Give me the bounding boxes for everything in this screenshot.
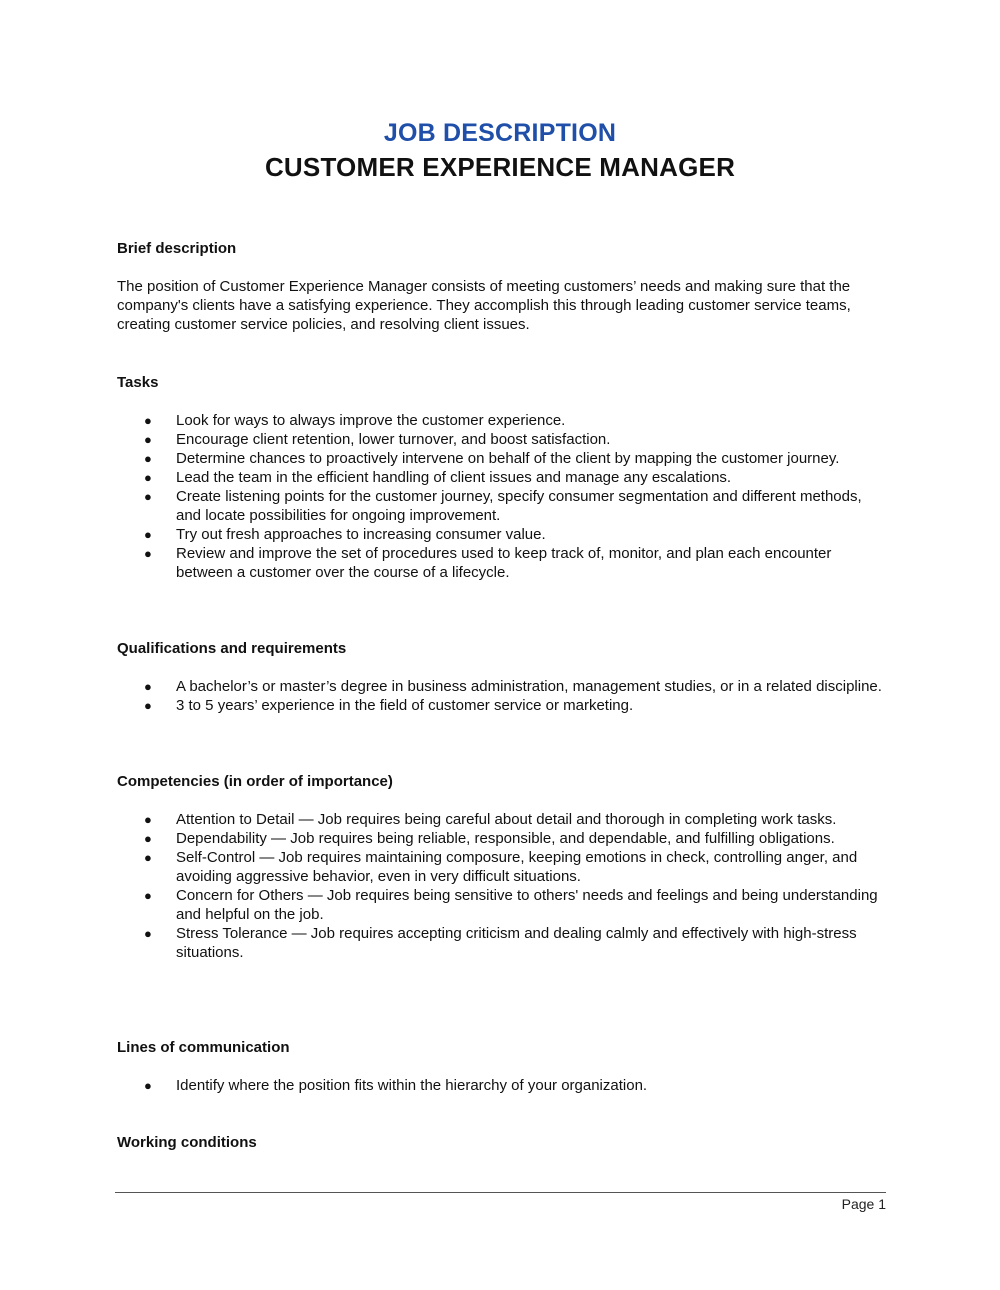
bullet-icon: ● bbox=[144, 888, 152, 903]
section-lines-of-communication bbox=[117, 1038, 887, 1095]
bullet-icon: ● bbox=[144, 432, 152, 447]
section-working-conditions bbox=[117, 1133, 887, 1152]
list-item: ● Encourage client retention, lower turnover, and boost satisfaction. bbox=[144, 431, 611, 448]
communication-list bbox=[117, 1076, 887, 1095]
bullet-icon: ● bbox=[144, 926, 152, 941]
bullet-icon: ● bbox=[144, 812, 152, 827]
competencies-list bbox=[117, 810, 887, 962]
bullet-icon: ● bbox=[144, 1078, 152, 1093]
list-item: ● Determine chances to proactively intervene on behalf of the client by mapping the customer journey. bbox=[144, 450, 840, 467]
list-item: ● Create listening points for the customer journey, specify consumer segmentation and different methods, and locate possibilities for ongoing improvement. bbox=[144, 488, 862, 524]
section-heading: Working conditions bbox=[117, 1134, 257, 1151]
bullet-icon: ● bbox=[144, 413, 152, 428]
bullet-icon: ● bbox=[144, 831, 152, 846]
list-item: ● 3 to 5 years’ experience in the field of customer service or marketing. bbox=[144, 697, 634, 714]
section-heading: Tasks bbox=[117, 374, 159, 391]
page-number: Page 1 bbox=[841, 1196, 886, 1212]
job-title: CUSTOMER EXPERIENCE MANAGER bbox=[264, 152, 736, 182]
list-item: ● Identify where the position fits within the hierarchy of your organization. bbox=[144, 1077, 648, 1094]
list-item: ● Look for ways to always improve the customer experience. bbox=[144, 412, 566, 429]
list-item: ● Stress Tolerance — Job requires accepting criticism and dealing calmly and effectively with high-stress situations. bbox=[144, 925, 857, 961]
bullet-icon: ● bbox=[144, 850, 152, 865]
list-item: ● Dependability — Job requires being reliable, responsible, and dependable, and fulfilling obligations. bbox=[144, 830, 835, 847]
tasks-list bbox=[117, 411, 887, 582]
list-item: ● Attention to Detail — Job requires being careful about detail and thorough in completing work tasks. bbox=[144, 811, 837, 828]
bullet-icon: ● bbox=[144, 679, 152, 694]
bullet-icon: ● bbox=[144, 698, 152, 713]
section-qualifications bbox=[117, 639, 887, 715]
section-heading: Competencies (in order of importance) bbox=[117, 773, 393, 790]
bullet-icon: ● bbox=[144, 451, 152, 466]
footer-divider bbox=[115, 1192, 886, 1193]
section-competencies bbox=[117, 772, 887, 962]
list-item: ● Concern for Others — Job requires being sensitive to others' needs and feelings and being understanding and helpful on the job. bbox=[144, 887, 878, 923]
bullet-icon: ● bbox=[144, 527, 152, 542]
qualifications-list bbox=[117, 677, 887, 715]
document-title: JOB DESCRIPTION bbox=[383, 119, 617, 147]
bullet-icon: ● bbox=[144, 489, 152, 504]
list-item: ● Self-Control — Job requires maintaining composure, keeping emotions in check, controlling anger, and avoiding aggressive behavior, even in very difficult situations. bbox=[144, 849, 858, 885]
document-title-block bbox=[0, 116, 1000, 184]
section-heading: Brief description bbox=[117, 240, 237, 257]
section-tasks bbox=[117, 373, 887, 582]
section-brief-description bbox=[117, 239, 887, 334]
section-heading: Qualifications and requirements bbox=[117, 640, 347, 657]
list-item: ● Review and improve the set of procedures used to keep track of, monitor, and plan each encounter between a customer over the course of a lifecycle. bbox=[144, 545, 832, 581]
section-heading: Lines of communication bbox=[117, 1039, 290, 1056]
bullet-icon: ● bbox=[144, 470, 152, 485]
list-item: ● Lead the team in the efficient handling of client issues and manage any escalations. bbox=[144, 469, 732, 486]
bullet-icon: ● bbox=[144, 546, 152, 561]
brief-description-text: The position of Customer Experience Manager consists of meeting customers’ needs and making sure that the company's clients have a satisfying experience. They accomplish this through leading customer service teams, creating customer service policies, and resolving client issues. bbox=[117, 278, 851, 333]
list-item: ● Try out fresh approaches to increasing consumer value. bbox=[144, 526, 546, 543]
list-item: ● A bachelor’s or master’s degree in business administration, management studies, or in a related discipline. bbox=[144, 678, 882, 695]
